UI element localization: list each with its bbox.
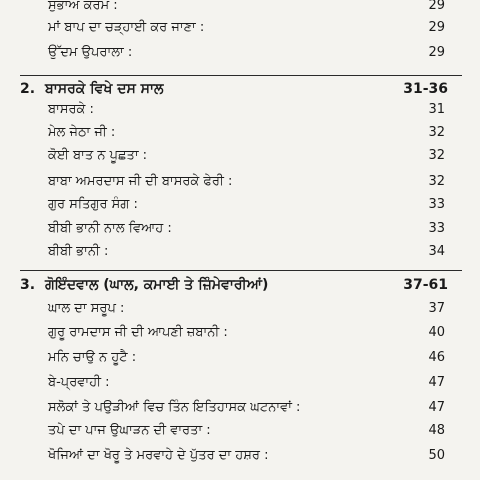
entry-title: ਮੇਲ ਜੇਠਾ ਜੀ :	[48, 125, 116, 140]
entry-page: 32	[428, 148, 445, 163]
section-divider	[20, 270, 462, 271]
toc-entry	[0, 346, 480, 370]
entry-page: 29	[428, 0, 445, 13]
entry-page: 37	[428, 301, 445, 316]
toc-entry	[0, 371, 480, 395]
toc-entry	[0, 240, 480, 264]
entry-title: ਸੁਭਾਅ ਕਰਮ :	[48, 0, 118, 13]
chapter-number: 3.	[20, 277, 36, 293]
chapter-page-range: 31-36	[403, 81, 448, 97]
entry-page: 47	[428, 400, 445, 415]
toc-entry	[0, 98, 480, 122]
toc-entry	[0, 193, 480, 217]
chapter-page-range: 37-61	[403, 277, 448, 293]
entry-title: ਬਾਬਾ ਅਮਰਦਾਸ ਜੀ ਦੀ ਬਾਸਰਕੇ ਫੇਰੀ :	[48, 174, 233, 189]
toc-entry	[0, 396, 480, 420]
entry-page: 47	[428, 375, 445, 390]
entry-title: ਗੁਰੂ ਰਾਮਦਾਸ ਜੀ ਦੀ ਆਪਣੀ ਜ਼ਬਾਨੀ :	[48, 325, 228, 340]
entry-page: 40	[428, 325, 445, 340]
entry-page: 31	[428, 102, 445, 117]
entry-page: 33	[428, 221, 445, 236]
toc-entry	[0, 41, 480, 65]
entry-title: ਤਪੇ ਦਾ ਪਾਜ ਉਘਾੜਨ ਦੀ ਵਾਰਤਾ :	[48, 423, 211, 438]
toc-entry	[0, 297, 480, 321]
entry-page: 32	[428, 174, 445, 189]
chapter-title: ਗੋਇੰਦਵਾਲ (ਘਾਲ, ਕਮਾਈ ਤੇ ਜ਼ਿੰਮੇਵਾਰੀਆਂ)	[45, 277, 269, 293]
toc-entry	[0, 419, 480, 443]
entry-title: ਬੀਬੀ ਭਾਨੀ ਨਾਲ ਵਿਆਹ :	[48, 221, 172, 236]
toc-entry	[0, 121, 480, 145]
entry-title: ਘਾਲ ਦਾ ਸਰੂਪ :	[48, 301, 125, 316]
entry-title: ਬਾਸਰਕੇ :	[48, 102, 94, 117]
entry-title: ਖੋਜਿਆਂ ਦਾ ਖੋਰੂ ਤੇ ਮਰਵਾਹੇ ਦੇ ਪੁੱਤਰ ਦਾ ਹਸ਼ਰ :	[48, 448, 269, 463]
entry-page: 29	[428, 45, 445, 60]
chapter-number: 2.	[20, 81, 36, 97]
entry-page: 46	[428, 350, 445, 365]
entry-title: ਮਨਿ ਚਾਉ ਨ ਹੂਟੈ :	[48, 350, 137, 365]
toc-entry	[0, 321, 480, 345]
entry-title: ਕੋਈ ਬਾਤ ਨ ਪੂਛਤਾ :	[48, 148, 148, 163]
entry-title: ਉੱਦਮ ਉਪਰਾਲਾ :	[48, 45, 133, 60]
chapter-title: ਬਾਸਰਕੇ ਵਿਖੇ ਦਸ ਸਾਲ	[45, 81, 164, 97]
chapter-heading	[0, 272, 480, 298]
entry-page: 34	[428, 244, 445, 259]
toc-entry	[0, 144, 480, 168]
toc-entry	[0, 444, 480, 468]
toc-entry	[0, 170, 480, 194]
entry-title: ਬੀਬੀ ਭਾਨੀ :	[48, 244, 109, 259]
entry-title: ਸਲੋਕਾਂ ਤੇ ਪਉੜੀਆਂ ਵਿਚ ਤਿੰਨ ਇਤਿਹਾਸਕ ਘਟਨਾਵਾਂ :	[48, 400, 301, 415]
entry-page: 48	[428, 423, 445, 438]
entry-page: 32	[428, 125, 445, 140]
toc-entry	[0, 16, 480, 40]
entry-page: 29	[428, 20, 445, 35]
entry-title: ਗੁਰ ਸਤਿਗੁਰ ਸੰਗ :	[48, 197, 138, 212]
toc-entry	[0, 217, 480, 241]
entry-page: 33	[428, 197, 445, 212]
entry-title: ਮਾਂ ਬਾਪ ਦਾ ਚੜ੍ਹਾਈ ਕਰ ਜਾਣਾ :	[48, 20, 205, 35]
entry-page: 50	[428, 448, 445, 463]
entry-title: ਬੇ-ਪ੍ਰਵਾਹੀ :	[48, 375, 110, 390]
